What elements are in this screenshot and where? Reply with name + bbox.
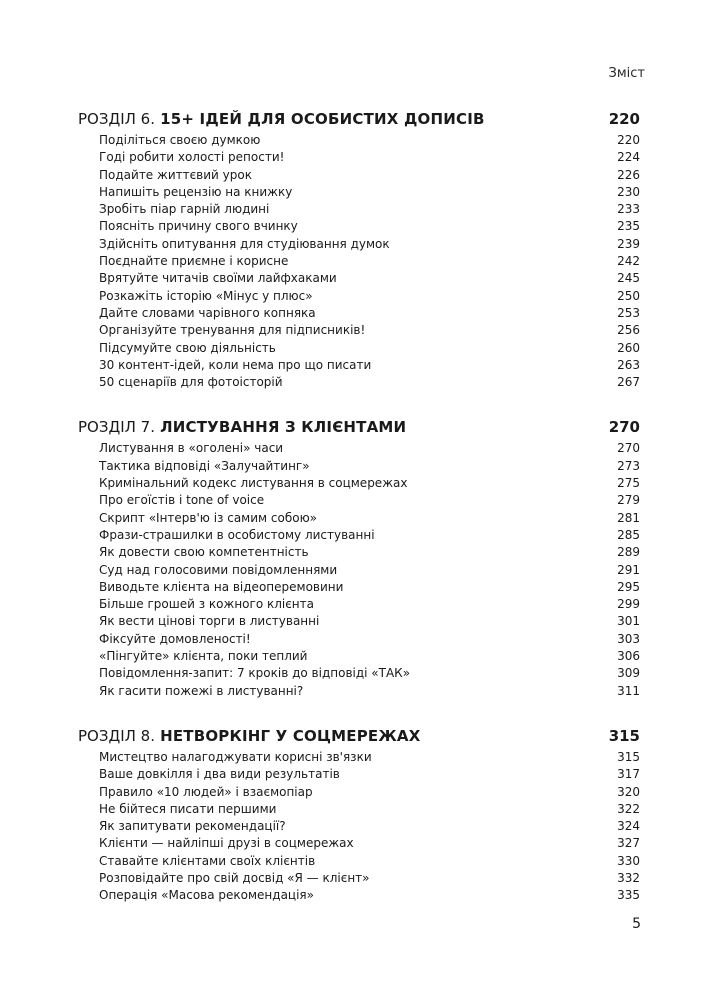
entry-title: Розповідайте про свій досвід «Я — клієнт» — [99, 870, 370, 885]
section-title — [78, 723, 420, 749]
toc-section — [78, 414, 640, 699]
entry-page-number: 250 — [617, 288, 640, 303]
section-heading — [78, 723, 640, 749]
entry-page-number: 315 — [617, 749, 640, 764]
entry-title: Як довести свою компетентність — [99, 545, 309, 560]
toc-entry — [78, 613, 640, 630]
entry-title: «Пінгуйте» клієнта, поки теплий — [99, 649, 308, 664]
section-name: НЕТВОРКІНГ У СОЦМЕРЕЖАХ — [160, 726, 421, 745]
entry-page-number: 330 — [617, 853, 640, 868]
running-header: Зміст — [608, 66, 645, 81]
toc-entry — [78, 801, 640, 818]
entry-page-number: 226 — [617, 167, 640, 182]
toc-entry — [78, 683, 640, 700]
entry-page-number: 220 — [617, 133, 640, 147]
toc-entry — [78, 340, 640, 357]
toc-entry — [78, 288, 640, 305]
toc-entry — [78, 218, 640, 235]
toc-entry — [78, 357, 640, 374]
section-page-number: 270 — [608, 418, 640, 437]
entry-page-number: 279 — [617, 493, 640, 508]
entry-page-number: 260 — [617, 340, 640, 355]
entry-title: Як вести цінові торги в листуванні — [99, 614, 320, 629]
toc-entry — [78, 648, 640, 665]
entry-title: Подайте життєвий урок — [99, 167, 252, 182]
toc-section — [78, 106, 640, 391]
entry-title: Фіксуйте домовленості! — [99, 631, 251, 646]
toc-entry — [78, 510, 640, 527]
toc-entry — [78, 132, 640, 149]
toc-entry — [78, 527, 640, 544]
entry-title: Про егоїстів і tone of voice — [99, 493, 265, 508]
entry-page-number: 289 — [617, 545, 640, 560]
entry-title: Розкажіть історію «Мінус у плюс» — [99, 288, 313, 303]
toc-entry — [78, 887, 640, 904]
entry-title: 50 сценаріїв для фотоісторій — [99, 375, 283, 390]
entry-page-number: 230 — [617, 184, 640, 199]
toc-entry — [78, 562, 640, 579]
entry-title: Ставайте клієнтами своїх клієнтів — [99, 853, 316, 868]
entry-page-number: 242 — [617, 254, 640, 269]
toc-entry — [78, 492, 640, 509]
toc-entry — [78, 544, 640, 561]
page-number: 5 — [632, 916, 641, 932]
entry-page-number: 335 — [617, 888, 640, 903]
entry-title: Операція «Масова рекомендація» — [99, 888, 314, 903]
entry-page-number: 233 — [617, 202, 640, 217]
entry-page-number: 303 — [617, 631, 640, 646]
entry-title: Підсумуйте свою діяльність — [99, 340, 276, 355]
entry-title: Дайте словами чарівного копняка — [99, 305, 316, 320]
entry-title: Здійсніть опитування для студіювання думок — [99, 236, 390, 251]
toc-entry — [78, 853, 640, 870]
toc-entry — [78, 784, 640, 801]
entry-title: 30 контент-ідей, коли нема про що писати — [99, 357, 372, 372]
section-heading — [78, 414, 640, 440]
entry-list — [78, 749, 640, 905]
entry-title: Повідомлення-запит: 7 кроків до відповіді «ТАК» — [99, 666, 411, 681]
entry-page-number: 263 — [617, 357, 640, 372]
entry-page-number: 245 — [617, 271, 640, 286]
toc-entry — [78, 149, 640, 166]
entry-page-number: 253 — [617, 305, 640, 320]
section-name: 15+ ІДЕЙ ДЛЯ ОСОБИСТИХ ДОПИСІВ — [160, 110, 485, 128]
section-name: ЛИСТУВАННЯ З КЛІЄНТАМИ — [160, 418, 407, 437]
entry-title: Ваше довкілля і два види результатів — [99, 767, 340, 782]
toc-entry — [78, 305, 640, 322]
entry-list — [78, 132, 640, 391]
entry-title: Клієнти — найліпші друзі в соцмережах — [99, 836, 354, 851]
entry-page-number: 224 — [617, 150, 640, 165]
entry-page-number: 301 — [617, 614, 640, 629]
entry-page-number: 309 — [617, 666, 640, 681]
section-prefix: РОЗДІЛ 8. — [78, 726, 155, 745]
entry-title: Поєднайте приємне і корисне — [99, 254, 289, 269]
entry-page-number: 324 — [617, 819, 640, 834]
toc-section — [78, 723, 640, 905]
entry-page-number: 317 — [617, 767, 640, 782]
entry-title: Організуйте тренування для підписників! — [99, 323, 366, 338]
toc-entry — [78, 579, 640, 596]
toc-entry — [78, 236, 640, 253]
entry-page-number: 299 — [617, 597, 640, 612]
entry-page-number: 295 — [617, 579, 640, 594]
toc-entry — [78, 596, 640, 613]
section-page-number: 315 — [608, 726, 640, 745]
toc-entry — [78, 835, 640, 852]
entry-title: Врятуйте читачів своїми лайфхаками — [99, 271, 337, 286]
toc-entry — [78, 440, 640, 457]
toc-entry — [78, 475, 640, 492]
entry-page-number: 239 — [617, 236, 640, 251]
entry-page-number: 285 — [617, 527, 640, 542]
section-prefix: РОЗДІЛ 6. — [78, 110, 155, 128]
toc-entry — [78, 870, 640, 887]
toc-entry — [78, 253, 640, 270]
entry-page-number: 270 — [617, 441, 640, 456]
entry-page-number: 327 — [617, 836, 640, 851]
entry-title: Суд над голосовими повідомленнями — [99, 562, 338, 577]
entry-page-number: 322 — [617, 801, 640, 816]
toc-entry — [78, 665, 640, 682]
entry-title: Як запитувати рекомендації? — [99, 819, 286, 834]
entry-title: Фрази-страшилки в особистому листуванні — [99, 527, 375, 542]
entry-title: Більше грошей з кожного клієнта — [99, 597, 314, 612]
table-of-contents — [78, 106, 640, 928]
entry-title: Правило «10 людей» і взаємопіар — [99, 784, 313, 799]
entry-title: Як гасити пожежі в листуванні? — [99, 683, 304, 698]
toc-entry — [78, 374, 640, 391]
entry-title: Скрипт «Інтерв'ю із самим собою» — [99, 510, 318, 525]
entry-title: Кримінальний кодекс листування в соцмережах — [99, 476, 408, 491]
entry-page-number: 311 — [617, 683, 640, 698]
toc-entry — [78, 167, 640, 184]
entry-title: Поясніть причину свого вчинку — [99, 219, 298, 234]
toc-entry — [78, 749, 640, 766]
entry-page-number: 275 — [617, 476, 640, 491]
toc-entry — [78, 631, 640, 648]
entry-page-number: 256 — [617, 323, 640, 338]
toc-entry — [78, 458, 640, 475]
toc-entry — [78, 818, 640, 835]
entry-page-number: 281 — [617, 510, 640, 525]
entry-title: Тактика відповіді «Залучайтинг» — [99, 458, 310, 473]
entry-title: Виводьте клієнта на відеоперемовини — [99, 579, 344, 594]
toc-entry — [78, 270, 640, 287]
entry-title: Зробіть піар гарній людині — [99, 202, 270, 217]
entry-title: Листування в «оголені» часи — [99, 441, 284, 456]
entry-list — [78, 440, 640, 699]
entry-title: Мистецтво налагоджувати корисні зв'язки — [99, 749, 372, 764]
toc-entry — [78, 322, 640, 339]
section-title — [78, 106, 485, 132]
entry-page-number: 273 — [617, 458, 640, 473]
toc-entry — [78, 201, 640, 218]
toc-entry — [78, 184, 640, 201]
entry-title: Поділіться своєю думкою — [99, 133, 261, 147]
toc-entry — [78, 766, 640, 783]
section-title — [78, 414, 406, 440]
section-heading — [78, 106, 640, 132]
entry-page-number: 320 — [617, 784, 640, 799]
entry-page-number: 267 — [617, 375, 640, 390]
entry-page-number: 291 — [617, 562, 640, 577]
section-prefix: РОЗДІЛ 7. — [78, 418, 155, 437]
section-page-number: 220 — [608, 110, 640, 128]
entry-title: Годі робити холості репости! — [99, 150, 285, 165]
entry-page-number: 235 — [617, 219, 640, 234]
entry-page-number: 306 — [617, 649, 640, 664]
entry-page-number: 332 — [617, 870, 640, 885]
entry-title: Не бійтеся писати першими — [99, 801, 277, 816]
entry-title: Напишіть рецензію на книжку — [99, 184, 293, 199]
